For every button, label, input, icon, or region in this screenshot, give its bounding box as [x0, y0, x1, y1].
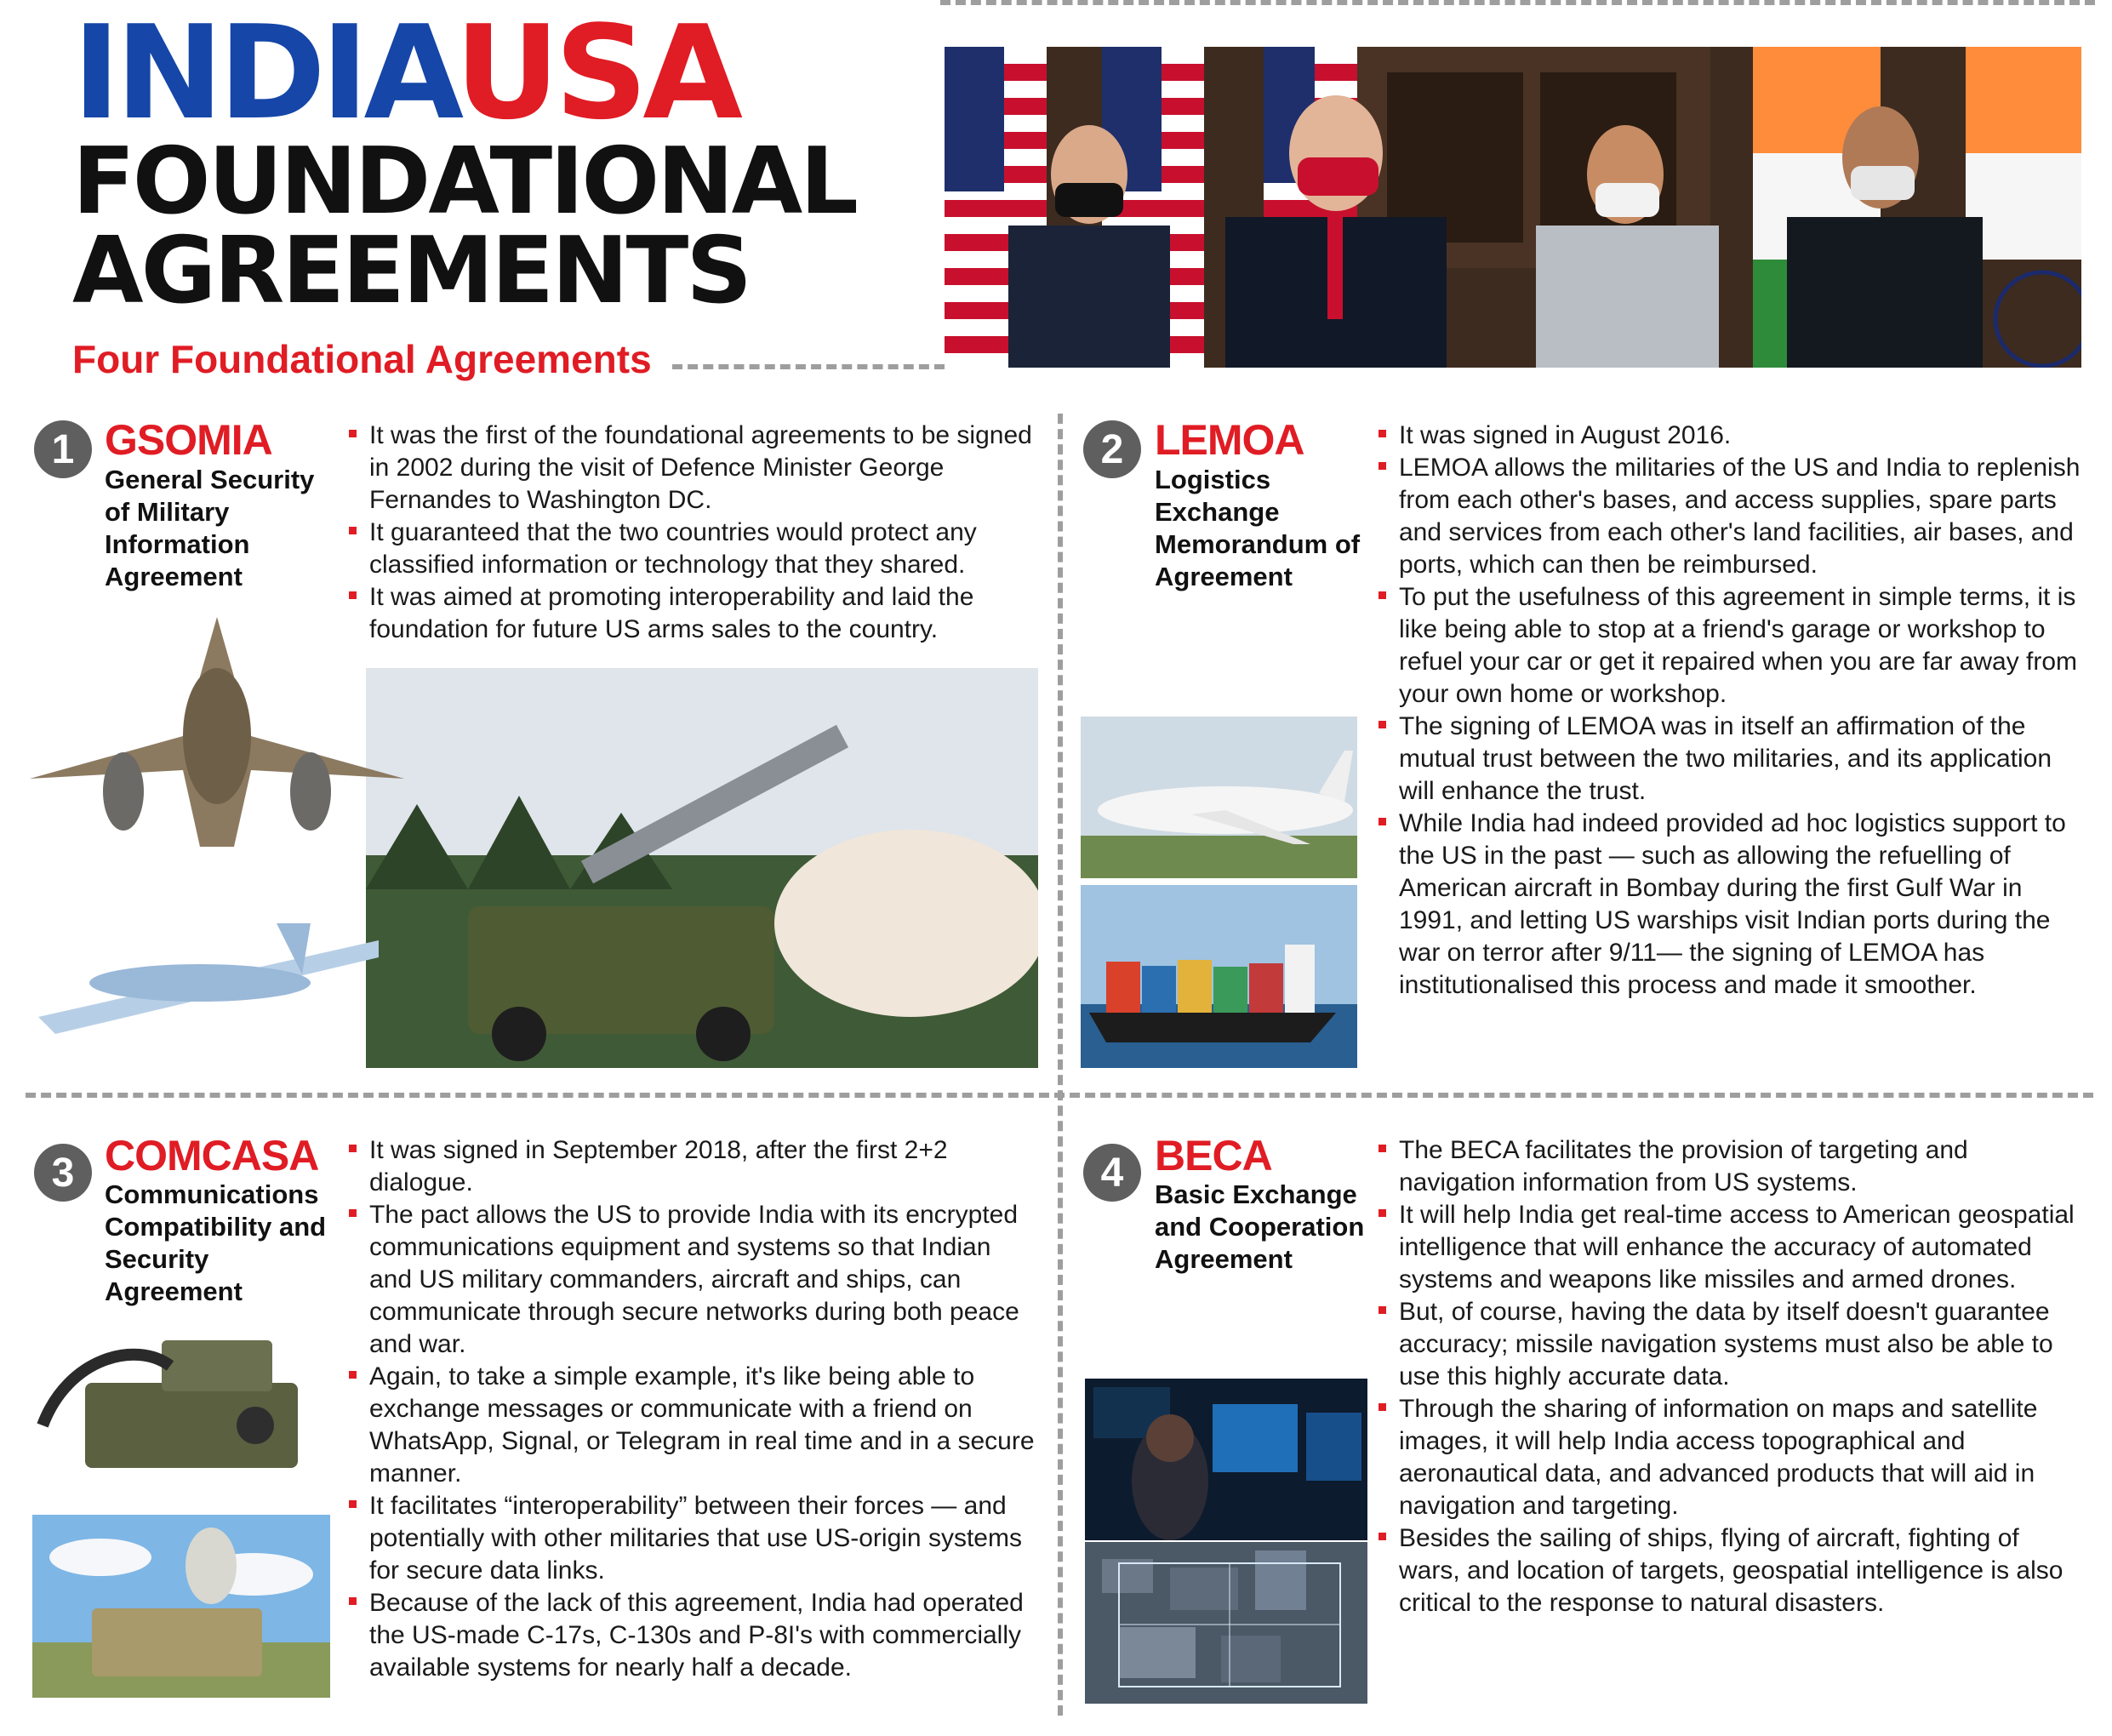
section-1-acronym: GSOMIA — [105, 416, 272, 464]
section-3-point: The pact allows the US to provide India with its encrypted communications equipment and systems so that Indian and US military commanders, aircraft and ships, can communicate through secure networks during both peace and war. — [349, 1199, 1040, 1361]
section-3-point: Again, to take a simple example, it's like being able to exchange messages or communicate with a friend on WhatsApp, Signal, or Telegram in real time and in a secure manner. — [349, 1361, 1040, 1490]
section-3-point: It was signed in September 2018, after the first 2+2 dialogue. — [349, 1134, 1040, 1199]
section-4-point: The BECA facilitates the provision of targeting and navigation information from US systems. — [1379, 1134, 2086, 1199]
main-title — [72, 0, 738, 148]
section-1-full-name: General Security of Military Information Agreement — [105, 465, 315, 591]
section-3-number: 3 — [34, 1144, 92, 1202]
section-4-acronym: BECA — [1155, 1132, 1272, 1179]
section-1-point: It was aimed at promoting interoperability and laid the foundation for future US arms sales to the country. — [349, 581, 1038, 646]
section-3-bullets — [349, 1134, 1040, 1684]
section-2-acronym: LEMOA — [1155, 416, 1304, 464]
missile-launcher-image — [366, 668, 1038, 1068]
satellite-truck-image — [32, 1515, 330, 1698]
section-4-bullets — [1379, 1134, 2086, 1619]
section-3-acronym: COMCASA — [105, 1132, 319, 1179]
section-1-bullets — [349, 420, 1038, 646]
top-divider — [940, 0, 2095, 5]
drone-image — [21, 889, 396, 1059]
title-agreements: AGREEMENTS — [72, 218, 751, 324]
fighter-jet-image — [21, 608, 413, 864]
subtitle: Four Foundational Agreements — [72, 337, 652, 381]
section-1-point: It guaranteed that the two countries would protect any classified information or technology that they shared. — [349, 517, 1038, 581]
cargo-plane-image — [1081, 717, 1357, 878]
title-usa: USA — [454, 0, 738, 148]
section-2-point: The signing of LEMOA was in itself an affirmation of the mutual trust between the two militaries, and its application will enhance the trust. — [1379, 711, 2086, 808]
title-india: INDIA — [72, 0, 455, 148]
military-radio-image — [34, 1323, 323, 1476]
section-2-bullets — [1379, 420, 2086, 1002]
section-4-point: Besides the sailing of ships, flying of aircraft, fighting of wars, and location of targets, geospatial intelligence is also critical to the response to natural disasters. — [1379, 1522, 2086, 1619]
section-4-point: But, of course, having the data by itself doesn't guarantee accuracy; missile navigation systems must also be able to use this highly accurate data. — [1379, 1296, 2086, 1393]
operator-screens-image — [1085, 1379, 1367, 1540]
section-2-point: To put the usefulness of this agreement in simple terms, it is like being able to stop at a friend's garage or workshop to refuel your car or get it repaired when you are far away from your own home or workshop. — [1379, 581, 2086, 711]
section-2-point: It was signed in August 2016. — [1379, 420, 2086, 452]
section-2-point: While India had indeed provided ad hoc logistics support to the US in the past — such as allowing the refuelling of American aircraft in Bombay during the first Gulf War in 1991, and letting US warships visit Indian ports during the war on terror after 9/11— the signing of LEMOA has institutionalised this process and made it smoother. — [1379, 808, 2086, 1002]
section-2-number: 2 — [1083, 420, 1141, 478]
container-ship-image — [1081, 885, 1357, 1068]
title-foundational: FOUNDATIONAL — [72, 128, 856, 235]
subtitle-divider — [672, 364, 945, 369]
section-3-point: It facilitates “interoperability” between their forces — and potentially with other militaries that use US-origin systems for secure data links. — [349, 1490, 1040, 1587]
section-2-point: LEMOA allows the militaries of the US and India to replenish from each other's bases, and access supplies, spare parts and services from each other's land facilities, air bases, and ports, which can then be reimbursed. — [1379, 452, 2086, 581]
section-2-full-name: Logistics Exchange Memorandum of Agreement — [1155, 465, 1361, 591]
satellite-imagery-image — [1085, 1542, 1367, 1704]
section-4-full-name: Basic Exchange and Cooperation Agreement — [1155, 1179, 1365, 1274]
section-4-point: Through the sharing of information on maps and satellite images, it will help India access topographical and aeronautical data, and advanced products that will aid in navigation and targeting. — [1379, 1393, 2086, 1522]
delegation-photo — [945, 47, 2081, 368]
section-1-point: It was the first of the foundational agreements to be signed in 2002 during the visit of Defence Minister George Fernandes to Washington DC. — [349, 420, 1038, 517]
section-3-full-name: Communications Compatibility and Security Agreement — [105, 1179, 327, 1306]
section-4-number: 4 — [1083, 1144, 1141, 1202]
section-1-number: 1 — [34, 420, 92, 478]
section-4-point: It will help India get real-time access to American geospatial intelligence that will enhance the accuracy of automated systems and weapons like missiles and armed drones. — [1379, 1199, 2086, 1296]
center-divider — [1058, 414, 1063, 1716]
section-3-point: Because of the lack of this agreement, India had operated the US-made C-17s, C-130s and P-8I's with commercially available systems for nearly half a decade. — [349, 1587, 1040, 1684]
